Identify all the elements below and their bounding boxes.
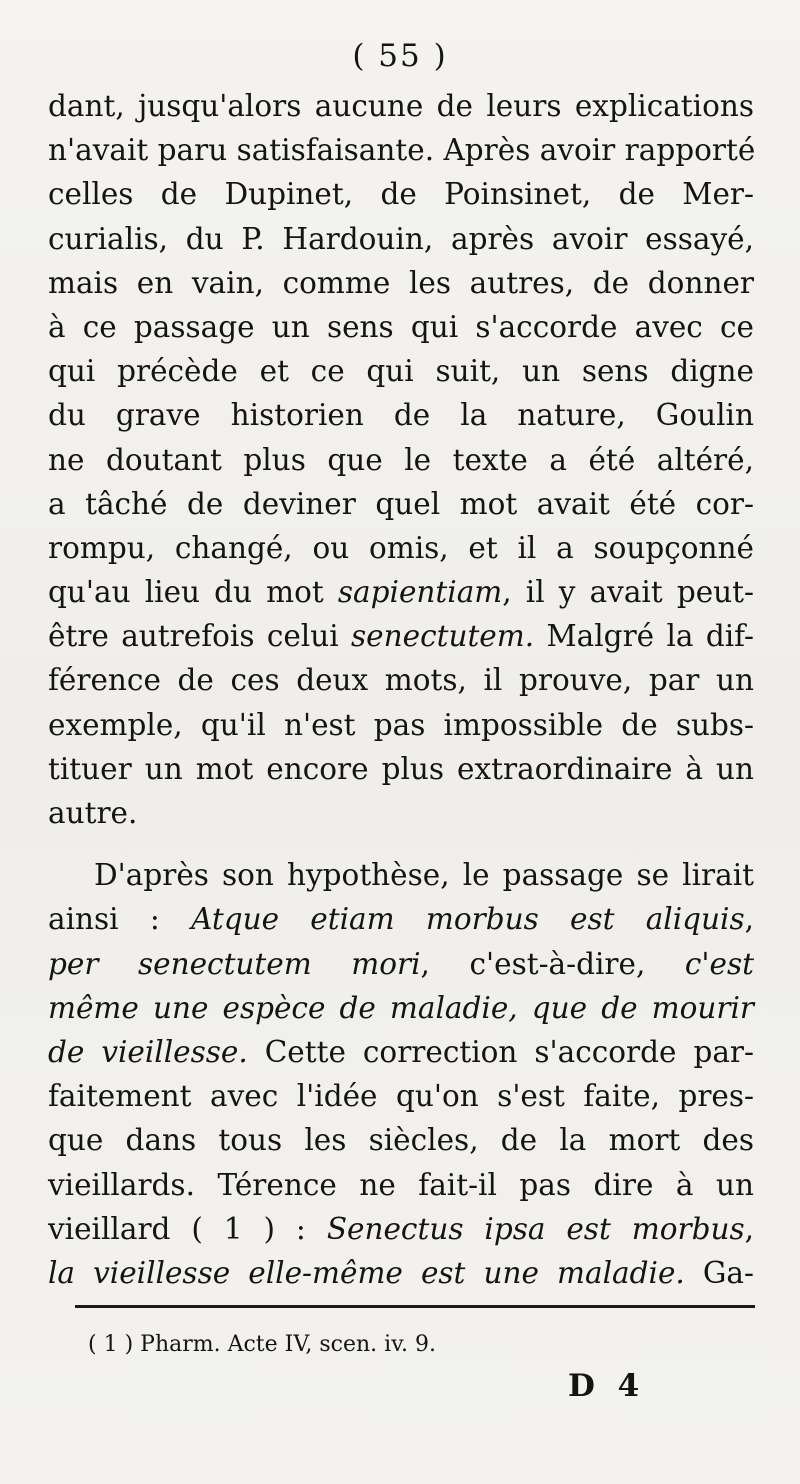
text-span: faitement avec l'idée qu'on s'est faite, pres- — [48, 1079, 754, 1114]
italic-span: Senectus ipsa est morbus — [326, 1211, 745, 1246]
text-line — [48, 986, 754, 1030]
text-span: à ce passage un sens qui s'accorde avec ce — [48, 309, 754, 344]
text-line — [48, 349, 754, 393]
text-line — [48, 942, 754, 986]
text-line — [48, 658, 754, 702]
footnote: ( 1 ) Pharm. Acte IV, scen. iv. 9. — [88, 1332, 436, 1357]
text-line — [48, 614, 754, 658]
text-span: être autrefois celui — [48, 619, 352, 654]
text-line — [48, 1207, 754, 1251]
text-span: tituer un mot encore plus extraordinaire à un — [48, 751, 754, 786]
text-span: curialis, du P. Hardouin, après avoir essayé, — [48, 221, 754, 256]
italic-span: Atque etiam morbus est aliquis — [191, 902, 745, 937]
text-line — [48, 747, 754, 791]
text-span: ne doutant plus que le texte a été altéré, — [48, 442, 754, 477]
text-span: qui précède et ce qui suit, un sens digne — [48, 354, 754, 389]
printer-signature: D 4 — [568, 1368, 646, 1404]
text-line — [48, 1030, 754, 1074]
text-span: autre. — [48, 796, 138, 830]
text-line — [48, 853, 754, 897]
text-span: mais en vain, comme les autres, de donner — [48, 265, 754, 300]
footnote-rule — [75, 1305, 755, 1308]
text-span: , il y avait peut- — [502, 575, 754, 610]
text-span: dant, jusqu'alors aucune de leurs explications — [48, 89, 754, 123]
text-span: du grave historien de la nature, Goulin — [48, 398, 754, 433]
text-span: vieillard ( 1 ) : — [48, 1211, 327, 1246]
italic-span: senectutem. — [351, 619, 535, 654]
italic-span: même une espèce de maladie, que de mourir — [48, 990, 754, 1025]
text-span: Cette correction s'accorde par- — [247, 1034, 754, 1069]
text-span: a tâché de deviner quel mot avait été cor- — [48, 486, 754, 521]
text-span: ainsi : — [48, 902, 192, 937]
text-line — [48, 261, 754, 305]
text-span: Malgré la dif- — [534, 619, 754, 654]
text-line — [48, 217, 754, 261]
text-span: , c'est-à-dire, — [420, 946, 685, 981]
text-line — [48, 84, 754, 128]
page-number: ( 55 ) — [352, 38, 448, 74]
text-line — [48, 172, 754, 216]
text-span: , — [744, 1211, 754, 1246]
text-line — [48, 393, 754, 437]
text-line — [48, 703, 754, 747]
italic-span: per senectutem mori — [48, 946, 421, 981]
text-span: D'après son hypothèse, le passage se lirait — [94, 858, 754, 893]
paragraph-gap — [48, 835, 754, 853]
text-span: celles de Dupinet, de Poinsinet, de Mer- — [48, 177, 754, 212]
text-span: rompu, changé, ou omis, et il a soupçonné — [48, 530, 754, 565]
text-span: Ga- — [684, 1255, 754, 1290]
italic-span: c'est — [684, 946, 754, 981]
text-line — [48, 305, 754, 349]
text-line — [48, 897, 754, 941]
text-span: vieillards. Térence ne fait-il pas dire à un — [48, 1167, 754, 1202]
text-line — [48, 1251, 754, 1295]
text-span: férence de ces deux mots, il prouve, par un — [48, 663, 754, 698]
paragraph — [48, 84, 754, 835]
text-span: , — [744, 902, 754, 937]
text-span: qu'au lieu du mot — [48, 575, 338, 610]
text-span: exemple, qu'il n'est pas impossible de subs- — [48, 707, 754, 742]
body-text — [48, 84, 754, 1295]
text-line — [48, 1118, 754, 1162]
text-line — [48, 438, 754, 482]
paragraph — [48, 853, 754, 1295]
text-line — [48, 570, 754, 614]
italic-span: la vieillesse elle-même est une maladie. — [48, 1255, 685, 1290]
italic-span: de vieillesse. — [48, 1034, 248, 1069]
text-line — [48, 791, 754, 835]
text-line — [48, 1074, 754, 1118]
text-span: n'avait paru satisfaisante. Après avoir rapporté — [48, 133, 756, 168]
text-line — [48, 526, 754, 570]
text-line — [48, 482, 754, 526]
italic-span: sapientiam — [337, 575, 503, 610]
text-line — [48, 128, 754, 172]
text-line — [48, 1163, 754, 1207]
text-span: que dans tous les siècles, de la mort des — [48, 1123, 754, 1158]
